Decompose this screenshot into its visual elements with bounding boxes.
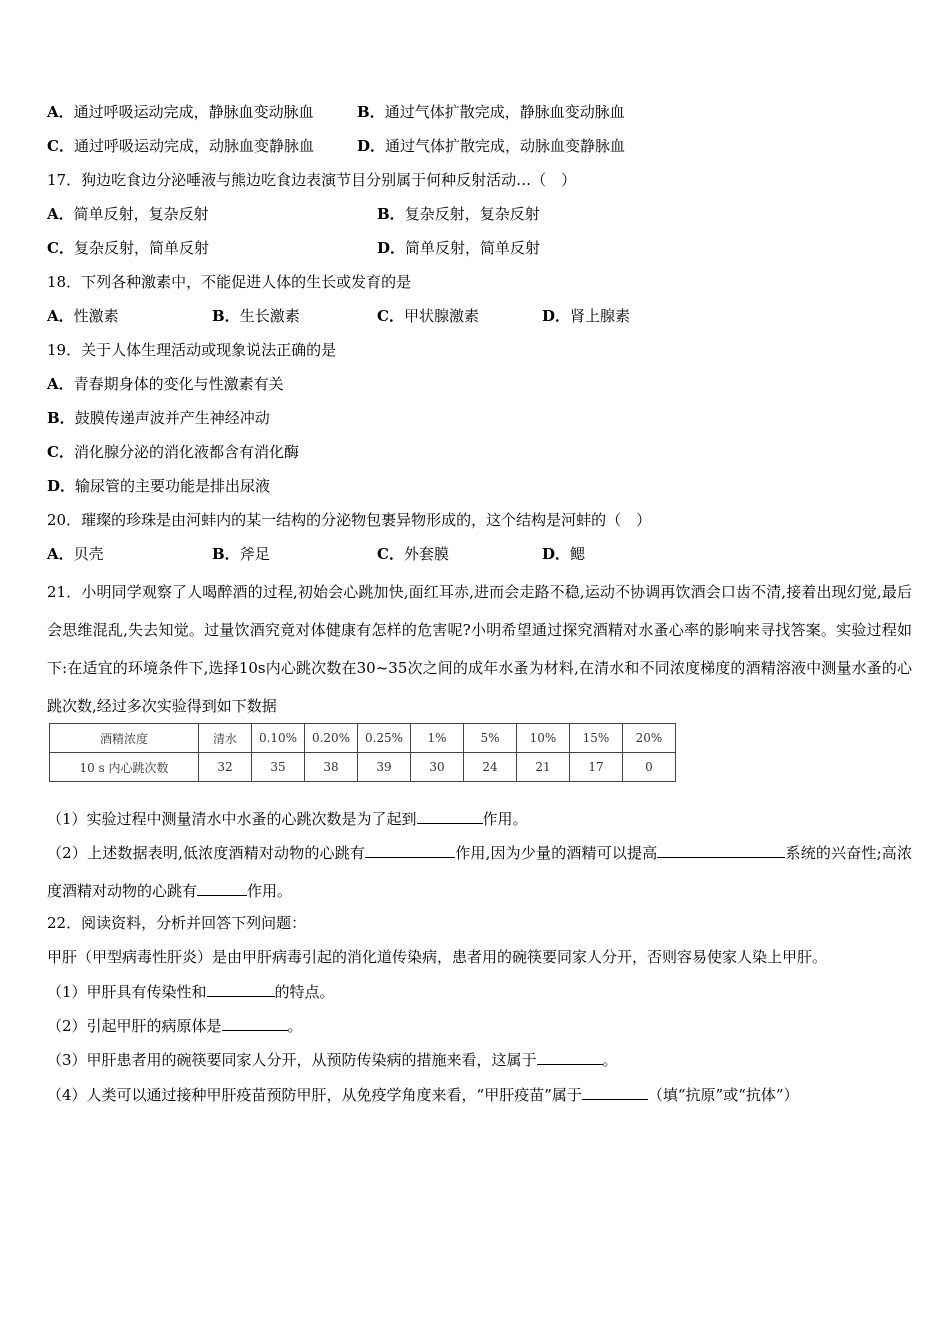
table-cell: 0 xyxy=(623,753,676,782)
option-text: 消化腺分泌的消化液都含有消化酶 xyxy=(73,443,299,461)
option-text: 通过呼吸运动完成，静脉血变动脉血 xyxy=(73,103,314,121)
q18-option-b xyxy=(212,306,300,326)
table-row xyxy=(50,724,676,753)
table-cell: 35 xyxy=(252,753,305,782)
q22-sub2 xyxy=(47,1015,303,1036)
option-text: 复杂反射，简单反射 xyxy=(73,239,209,257)
q22-sub3-text: （3）甲肝患者用的碗筷要同家人分开，从预防传染病的措施来看，这属于 xyxy=(47,1051,537,1069)
table-cell: 0.25% xyxy=(358,724,411,753)
table-cell: 38 xyxy=(305,753,358,782)
q21-sub2-mid: 作用,因为少量的酒精可以提高 xyxy=(455,844,658,862)
q17-option-c xyxy=(47,238,209,258)
answer-blank[interactable] xyxy=(222,1015,288,1031)
option-text: 贝壳 xyxy=(73,545,104,563)
q22-sub3-tail: 。 xyxy=(602,1051,618,1069)
q16-option-b xyxy=(357,102,625,122)
option-text: 生长激素 xyxy=(239,307,300,325)
q17-stem: 17．狗边吃食边分泌唾液与熊边吃食边表演节目分别属于何种反射活动…（ ） xyxy=(47,171,577,189)
option-text: 甲状腺激素 xyxy=(403,307,479,325)
q20-option-b xyxy=(212,544,270,564)
option-label: B． xyxy=(377,205,405,223)
q21-sub2-text: （2）上述数据表明,低浓度酒精对动物的心跳有 xyxy=(47,844,366,862)
q21-stem: 21．小明同学观察了人喝醉酒的过程,初始会心跳加快,面红耳赤,进而会走路不稳,运动不协调再饮酒会口齿不清,接着出现幻觉,最后会思维混乱,失去知觉。过量饮酒究竟对体健康有怎样的危害呢?小明希望通过探究酒精对水蚤心率的影响来寻找答案。实验过程如下:在适宜的环境条件下,选择10s内心跳次数在30~35次之间的成年水蚤为材料,在清水和不同浓度梯度的酒精溶液中测量水蚤的心跳次数,经过多次实验得到如下数据 xyxy=(47,583,912,715)
option-label: C． xyxy=(377,307,404,325)
option-text: 复杂反射，复杂反射 xyxy=(404,205,540,223)
option-label: B． xyxy=(212,545,240,563)
option-label: C． xyxy=(47,137,74,155)
q20-option-c xyxy=(377,544,449,564)
q21-sub2 xyxy=(47,834,912,910)
q22-stem: 22．阅读资料，分析并回答下列问题： xyxy=(47,914,307,932)
option-label: A． xyxy=(47,103,74,121)
table-cell: 24 xyxy=(464,753,517,782)
q20-option-d xyxy=(542,544,585,564)
q21-sub1 xyxy=(47,808,528,829)
table-row-header: 酒精浓度 xyxy=(50,724,199,753)
option-text: 鳃 xyxy=(570,545,586,563)
option-text: 青春期身体的变化与性激素有关 xyxy=(73,375,284,393)
q21-sub2-cont: 系统的兴奋性;高浓度酒精对动物的心跳有 xyxy=(47,844,912,900)
table-cell: 21 xyxy=(517,753,570,782)
q22-sub1 xyxy=(47,981,335,1002)
answer-blank[interactable] xyxy=(582,1084,648,1100)
option-label: C． xyxy=(377,545,404,563)
table-row xyxy=(50,753,676,782)
option-text: 简单反射，复杂反射 xyxy=(73,205,209,223)
q19-stem: 19．关于人体生理活动或现象说法正确的是 xyxy=(47,341,337,359)
option-label: D． xyxy=(542,307,571,325)
option-label: B． xyxy=(357,103,385,121)
q17-option-a xyxy=(47,204,209,224)
table-cell: 39 xyxy=(358,753,411,782)
option-label: A． xyxy=(47,375,74,393)
option-text: 输尿管的主要功能是排出尿液 xyxy=(75,477,271,495)
q22-sub4 xyxy=(47,1076,912,1114)
q22-material: 甲肝（甲型病毒性肝炎）是由甲肝病毒引起的消化道传染病，患者用的碗筷要同家人分开，否则容易使家人染上甲肝。 xyxy=(47,948,828,966)
q20-stem: 20．璀璨的珍珠是由河蚌内的某一结构的分泌物包裹异物形成的，这个结构是河蚌的（ ） xyxy=(47,511,652,529)
table-cell: 30 xyxy=(411,753,464,782)
q19-option-b xyxy=(47,408,270,428)
q19-option-a xyxy=(47,374,284,394)
q18-stem: 18．下列各种激素中，不能促进人体的生长或发育的是 xyxy=(47,273,412,291)
option-text: 通过气体扩散完成，动脉血变静脉血 xyxy=(385,137,626,155)
q16-option-d xyxy=(357,136,625,156)
q22-sub4-text: （4）人类可以通过接种甲肝疫苗预防甲肝，从免疫学角度来看，“甲肝疫苗”属于 xyxy=(47,1086,582,1104)
q22-sub2-text: （2）引起甲肝的病原体是 xyxy=(47,1017,222,1035)
option-text: 外套膜 xyxy=(403,545,449,563)
option-label: D． xyxy=(357,137,386,155)
table-cell: 20% xyxy=(623,724,676,753)
option-text: 性激素 xyxy=(73,307,119,325)
option-label: A． xyxy=(47,205,74,223)
q22-sub3 xyxy=(47,1049,618,1070)
q18-option-d xyxy=(542,306,630,326)
option-text: 通过气体扩散完成，静脉血变动脉血 xyxy=(384,103,625,121)
q17-option-b xyxy=(377,204,540,224)
answer-blank[interactable] xyxy=(365,842,455,858)
table-cell: 1% xyxy=(411,724,464,753)
table-cell: 0.10% xyxy=(252,724,305,753)
option-label: A． xyxy=(47,545,74,563)
q22-sub1-tail: 的特点。 xyxy=(274,983,335,1001)
q19-option-d xyxy=(47,476,270,496)
option-text: 鼓膜传递声波并产生神经冲动 xyxy=(74,409,270,427)
answer-blank[interactable] xyxy=(657,842,785,858)
table-cell: 10% xyxy=(517,724,570,753)
q19-option-c xyxy=(47,442,299,462)
table-cell: 清水 xyxy=(199,724,252,753)
q20-option-a xyxy=(47,544,104,564)
table-cell: 17 xyxy=(570,753,623,782)
q16-option-c xyxy=(47,136,314,156)
q22-sub4-tail: （填“抗原”或“抗体”） xyxy=(647,1086,799,1104)
q18-option-a xyxy=(47,306,119,326)
option-label: B． xyxy=(212,307,240,325)
answer-blank[interactable] xyxy=(417,808,483,824)
table-cell: 15% xyxy=(570,724,623,753)
option-text: 斧足 xyxy=(239,545,270,563)
q21-sub1-tail: 作用。 xyxy=(482,810,528,828)
table-cell: 5% xyxy=(464,724,517,753)
option-text: 简单反射，简单反射 xyxy=(405,239,541,257)
option-label: C． xyxy=(47,443,74,461)
answer-blank[interactable] xyxy=(207,981,275,997)
option-label: D． xyxy=(377,239,406,257)
option-text: 肾上腺素 xyxy=(570,307,631,325)
table-cell: 0.20% xyxy=(305,724,358,753)
q22-sub2-tail: 。 xyxy=(287,1017,303,1035)
q18-option-c xyxy=(377,306,479,326)
option-label: D． xyxy=(542,545,571,563)
answer-blank[interactable] xyxy=(537,1049,603,1065)
q21-sub1-text: （1）实验过程中测量清水中水蚤的心跳次数是为了起到 xyxy=(47,810,417,828)
q17-option-d xyxy=(377,238,540,258)
q22-sub1-text: （1）甲肝具有传染性和 xyxy=(47,983,207,1001)
option-label: A． xyxy=(47,307,74,325)
table-cell: 32 xyxy=(199,753,252,782)
q16-option-a xyxy=(47,102,314,122)
q21-sub2-tail: 作用。 xyxy=(247,882,293,900)
answer-blank[interactable] xyxy=(197,880,247,896)
option-label: C． xyxy=(47,239,74,257)
option-label: D． xyxy=(47,477,76,495)
option-label: B． xyxy=(47,409,75,427)
option-text: 通过呼吸运动完成，动脉血变静脉血 xyxy=(73,137,314,155)
alcohol-heartbeat-table xyxy=(49,723,676,782)
table-row-header: 10 s 内心跳次数 xyxy=(50,753,199,782)
